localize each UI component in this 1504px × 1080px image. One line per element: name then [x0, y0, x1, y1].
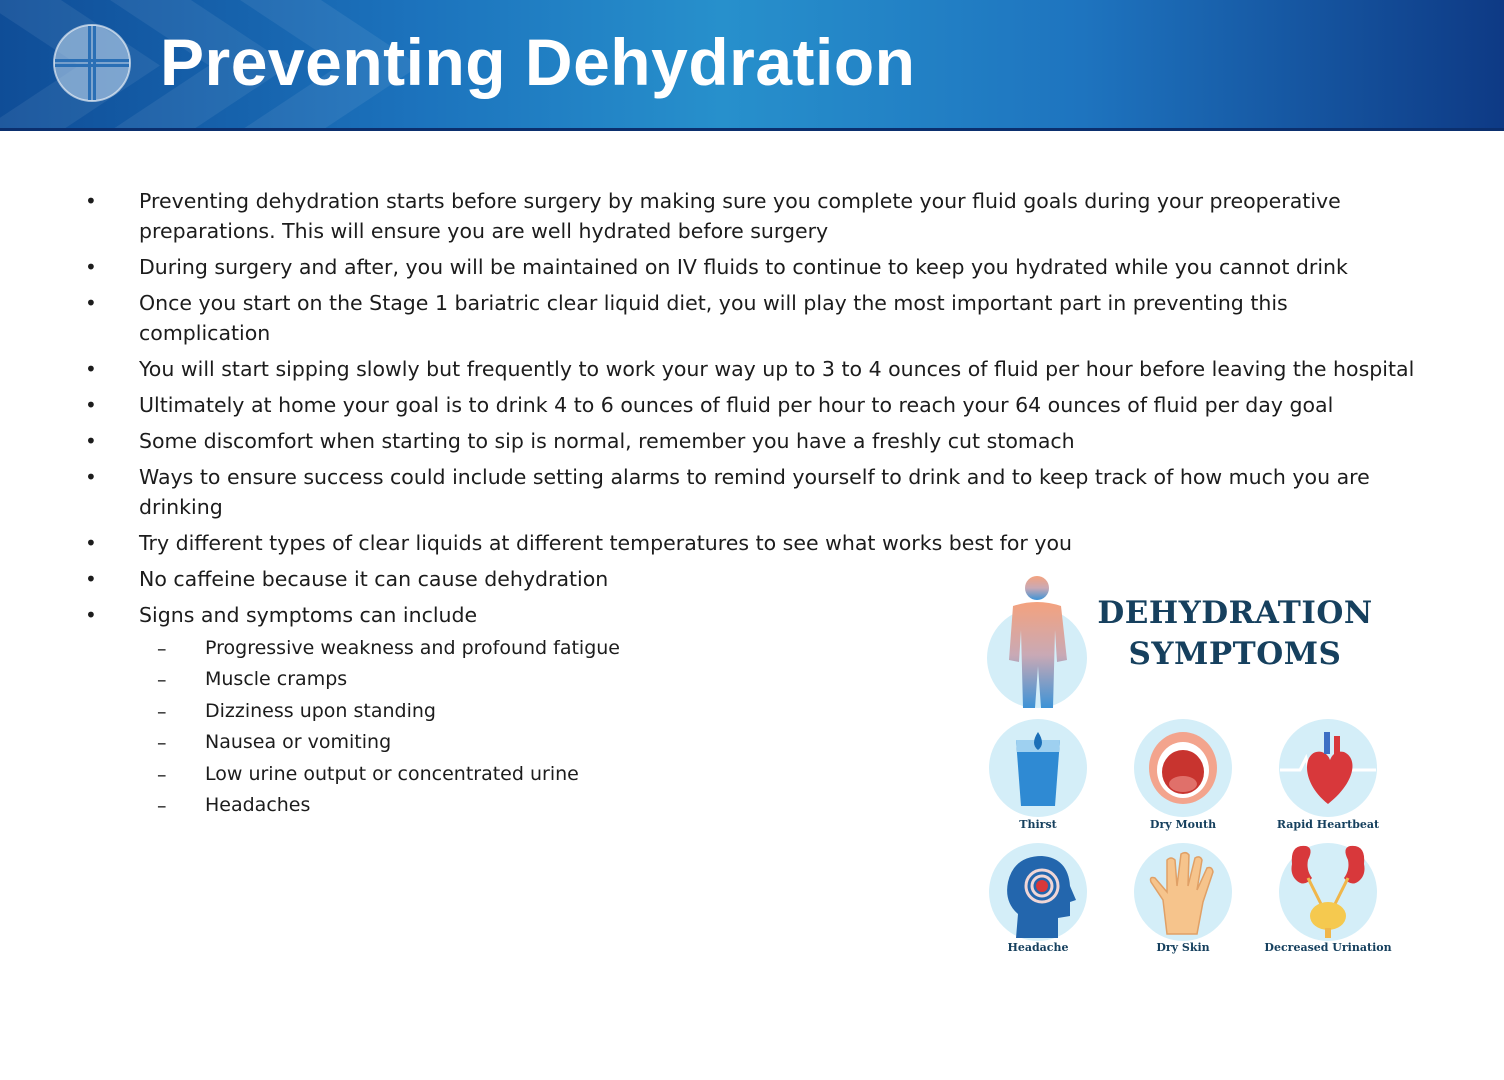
symptom-text: Progressive weakness and profound fatigue — [205, 637, 620, 659]
icon-label-headache: Headache — [1007, 941, 1069, 954]
bullet-item — [80, 288, 1420, 348]
dash-marker: – — [157, 732, 167, 755]
bullet-item — [80, 390, 1420, 420]
cross-circle-logo-icon — [50, 23, 134, 103]
dash-marker: – — [157, 700, 167, 723]
human-body-icon — [985, 570, 1090, 710]
dash-marker: – — [157, 638, 167, 660]
banner-bottom-rule — [0, 128, 1504, 131]
page-title: Preventing Dehydration — [160, 25, 916, 99]
dash-marker: – — [157, 669, 167, 692]
bullet-dot: • — [85, 567, 97, 591]
symptom-text: Dizziness upon standing — [205, 699, 436, 722]
bullet-text: Ways to ensure success could include setting alarms to remind yourself to drink and to keep track of how much you are drinking — [139, 465, 1370, 519]
dehydration-symptoms-infographic — [980, 565, 1400, 965]
bullet-dot: • — [85, 531, 97, 555]
dash-marker: – — [157, 795, 167, 818]
bullet-item — [80, 528, 1420, 558]
open-mouth-icon — [1133, 718, 1233, 818]
hand-icon — [1133, 842, 1233, 942]
bullet-text: Once you start on the Stage 1 bariatric clear liquid diet, you will play the most important part in preventing this complication — [139, 291, 1288, 345]
icon-label-dry-skin: Dry Skin — [1156, 941, 1210, 954]
dash-marker: – — [157, 763, 167, 786]
bullet-text: No caffeine because it can cause dehydration — [139, 567, 609, 591]
bullet-text: Signs and symptoms can include — [139, 603, 478, 627]
bullet-text: Preventing dehydration starts before surgery by making sure you complete your fluid goals during your preoperative preparations. This will ensure you are well hydrated before surgery — [139, 189, 1341, 243]
icon-label-thirst: Thirst — [1019, 818, 1057, 831]
bullet-dot: • — [85, 357, 97, 381]
bullet-item — [80, 426, 1420, 456]
bullet-dot: • — [85, 429, 97, 453]
icon-label-rapid-heartbeat: Rapid Heartbeat — [1276, 818, 1380, 831]
bullet-text: You will start sipping slowly but frequently to work your way up to 3 to 4 ounces of fluid per hour before leaving the hospital — [139, 357, 1415, 381]
bullet-dot: • — [85, 465, 97, 489]
bullet-item — [80, 186, 1420, 246]
title-banner — [0, 0, 1504, 131]
bullet-text: Ultimately at home your goal is to drink 4 to 6 ounces of fluid per hour to reach your 64 ounces of fluid per day goal — [139, 393, 1334, 417]
symptom-text: Nausea or vomiting — [205, 731, 392, 754]
icon-label-decreased-urination: Decreased Urination — [1264, 941, 1392, 954]
bullet-text: Try different types of clear liquids at different temperatures to see what works best for you — [139, 531, 1073, 555]
bullet-dot: • — [85, 393, 97, 417]
symptom-text: Headaches — [205, 794, 311, 817]
bullet-dot: • — [85, 291, 97, 315]
bullet-text: Some discomfort when starting to sip is normal, remember you have a freshly cut stomach — [139, 429, 1075, 453]
head-pain-icon — [988, 842, 1088, 942]
infographic-title-line2: SYMPTOMS — [1128, 636, 1342, 672]
bullet-item — [80, 462, 1420, 522]
symptom-text: Low urine output or concentrated urine — [205, 762, 579, 785]
symptom-text: Muscle cramps — [205, 668, 348, 691]
bullet-dot: • — [85, 603, 97, 627]
bullet-item — [80, 354, 1420, 384]
heart-icon — [1278, 718, 1378, 818]
water-glass-icon — [988, 718, 1088, 818]
bullet-item — [80, 252, 1420, 282]
bullet-dot: • — [85, 255, 97, 279]
icon-label-dry-mouth: Dry Mouth — [1149, 818, 1217, 831]
bullet-text: During surgery and after, you will be maintained on IV fluids to continue to keep you hydrated while you cannot drink — [139, 255, 1348, 279]
bullet-dot: • — [85, 189, 97, 213]
kidneys-icon — [1278, 842, 1378, 942]
infographic-title-line1: DEHYDRATION — [1097, 595, 1373, 631]
